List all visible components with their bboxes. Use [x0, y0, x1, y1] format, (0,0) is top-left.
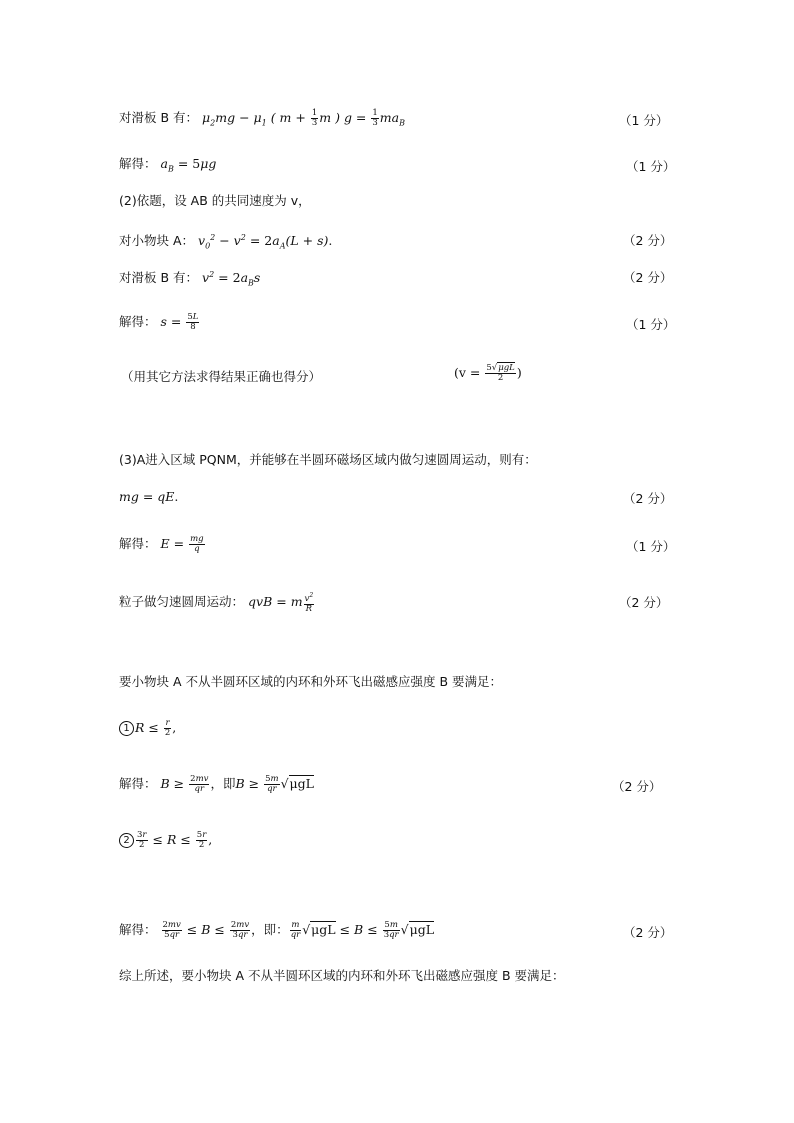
formula-kinematics-b: $v^2 = 2a_Bs$ [202, 270, 261, 288]
label-block-a: 对小物块 A： [119, 233, 195, 249]
circled-number-2: 2 [119, 833, 134, 848]
case-1-condition [119, 719, 176, 738]
equation-ab-result [119, 155, 216, 179]
label-slider-b-2: 对滑板 B 有： [119, 270, 199, 286]
label-solve-3: 解得： [119, 536, 157, 551]
note-other-methods: （用其它方法求得结果正确也得分） [121, 369, 322, 384]
equation-slider-b-force [119, 109, 405, 133]
text-namely: ，即 [210, 776, 236, 791]
formula-case-1-b-simplified: B ≥ $\frac{5m}{qr}$ √μgL [235, 774, 314, 794]
equation-s-result [119, 313, 200, 332]
equation-e-result [119, 535, 206, 554]
label-circular-motion: 粒子做匀速圆周运动： [119, 593, 245, 609]
label-slider-b: 对滑板 B 有： [119, 110, 199, 125]
score-2: （1 分） [626, 159, 676, 174]
equation-case-2-result [119, 921, 434, 940]
formula-case-2-b: $\frac{2mv}{5qr}$ ≤ B ≤ $\frac{2mv}{3qr}$ [162, 920, 250, 940]
label-solve: 解得： [119, 156, 157, 171]
case-2-condition [119, 831, 212, 850]
text-summary: 综上所述，要小物块 A 不从半圆环区域的内环和外环飞出磁感应强度 B 要满足： [119, 968, 565, 983]
score-14: （2 分） [612, 779, 662, 794]
formula-qvb: qvB = m $\frac{v^2}{R}$ [248, 592, 314, 614]
equation-block-a-kinematics [119, 229, 332, 256]
equation-circular-motion [119, 591, 315, 614]
formula-case-1: R ≤ $\frac{r}{2}$ , [135, 718, 177, 738]
text-namely-2: ，即： [251, 922, 289, 937]
score-1: （1 分） [619, 113, 669, 128]
formula-kinematics-a: $v_0^2 - v^2 = 2a_A(L + s)$. [198, 233, 333, 251]
formula-velocity-note: (v = $\frac{\text{5√μgL}}{2}$ ) [454, 363, 522, 383]
equation-case-1-result [119, 775, 314, 794]
circled-number-1: 1 [119, 721, 134, 736]
formula-ab: $a_B = 5\mu g$ [160, 156, 217, 174]
score-10: （1 分） [626, 539, 676, 554]
text-part-2-intro: (2)依题，设 AB 的共同速度为 v， [119, 193, 311, 208]
formula-mg-qe: mg = qE. [119, 489, 179, 504]
formula-s: s = $\frac{5L}{8}$ [160, 312, 199, 332]
text-condition-intro: 要小物块 A 不从半圆环区域的内环和外环飞出磁感应强度 B 要满足： [119, 674, 503, 689]
formula-e: E = $\frac{mg}{q}$ [160, 534, 204, 554]
score-11: （2 分） [619, 595, 669, 610]
label-solve-4: 解得： [119, 776, 157, 791]
formula-case-2: $\frac{3r}{2}$ ≤ R ≤ $\frac{5r}{2}$ , [137, 830, 213, 850]
equation-slider-b-kinematics [119, 266, 260, 293]
formula-case-1-b: B ≥ $\frac{2mv}{qr}$ [160, 774, 209, 794]
score-9: （2 分） [623, 491, 673, 506]
formula-force-b: $\mu_2mg - \mu_1$ ( m + $\frac{1}{3}$ m ) g = $\frac{1}{3}$ $ma_B$ [202, 108, 405, 128]
formula-case-2-b-simplified: $\frac{m}{qr}$ √μgL ≤ B ≤ $\frac{5m}{3qr}$ √μgL [290, 920, 435, 940]
score-5: （2 分） [623, 270, 673, 285]
text-part-3-intro: (3)A进入区域 PQNM，并能够在半圆环磁场区域内做匀速圆周运动，则有： [119, 452, 537, 467]
score-6: （1 分） [626, 317, 676, 332]
score-4: （2 分） [623, 233, 673, 248]
score-16: （2 分） [623, 925, 673, 940]
label-solve-2: 解得： [119, 314, 157, 329]
label-solve-5: 解得： [119, 922, 157, 937]
equation-mg-qe [119, 488, 178, 506]
